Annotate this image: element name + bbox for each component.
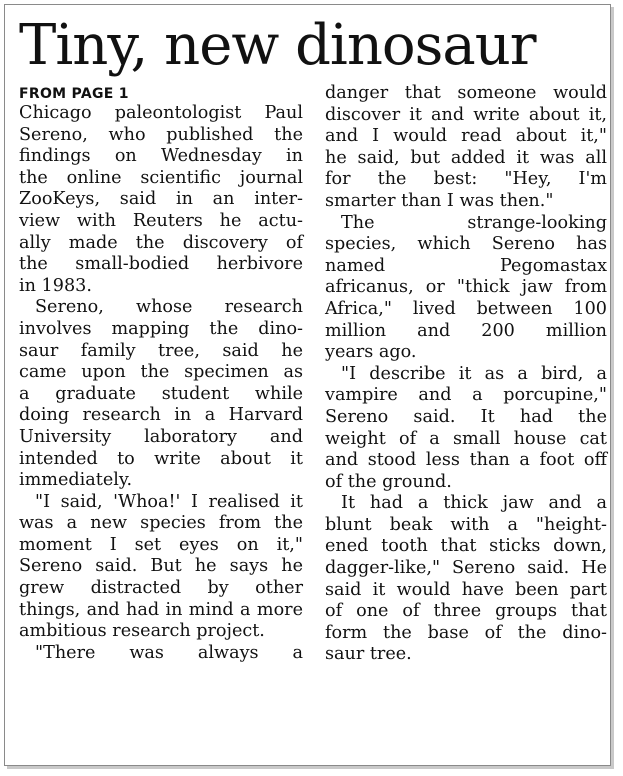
text-line: million and 200 million <box>325 320 607 341</box>
text-line: dagger-like," Sereno said. He <box>325 558 607 579</box>
text-line: in 1983. <box>19 275 92 296</box>
text-line: ambitious research project. <box>19 621 265 642</box>
text-line: ZooKeys, said in an inter- <box>19 189 303 210</box>
text-line: weight of a small house cat <box>325 428 607 449</box>
text-line: came upon the specimen as <box>19 362 303 383</box>
text-line: Sereno said. It had the <box>325 406 607 427</box>
text-line: blunt beak with a "height- <box>325 514 607 535</box>
text-line: was a new species from the <box>19 513 303 534</box>
text-line: danger that someone would <box>325 83 607 103</box>
text-line: view with Reuters he actu- <box>19 210 303 231</box>
newspaper-clipping <box>4 4 611 766</box>
text-line: form the base of the dino- <box>325 622 607 643</box>
text-line: doing research in a Harvard <box>19 405 303 426</box>
text-line: Sereno, who published the <box>19 124 303 145</box>
text-line: moment I set eyes on it," <box>19 534 303 555</box>
article-column-left <box>19 85 303 664</box>
text-line: species, which Sereno has <box>325 234 607 255</box>
text-line: he said, but added it was all <box>325 147 607 168</box>
text-line: Chicago paleontologist Paul <box>19 103 303 123</box>
text-line: smarter than I was then." <box>325 190 554 211</box>
text-line: discover it and write about it, <box>325 104 607 125</box>
text-line: of one of three groups that <box>325 601 607 622</box>
text-line: It had a thick jaw and a <box>341 493 607 514</box>
text-line: "There was always a <box>35 642 303 663</box>
text-line: the small-bodied herbivore <box>19 254 303 275</box>
text-line: for the best: "Hey, I'm <box>325 169 607 190</box>
text-line: and I would read about it," <box>325 126 607 147</box>
text-line: and stood less than a foot off <box>325 450 607 471</box>
headline: Tiny, new dinosaur <box>19 13 536 78</box>
text-line: "I describe it as a bird, a <box>341 363 607 384</box>
text-line: saur tree. <box>325 644 412 665</box>
text-line: findings on Wednesday in <box>19 146 303 167</box>
text-line: The strange-looking <box>341 212 607 233</box>
text-line: Sereno said. But he says he <box>19 556 303 577</box>
text-line: Sereno, whose research <box>35 297 303 318</box>
text-line: ened tooth that sticks down, <box>325 536 607 557</box>
text-line: said it would have been part <box>325 579 607 600</box>
article-column-right <box>325 83 607 666</box>
text-line: of the ground. <box>325 471 452 492</box>
text-line: named Pegomastax <box>325 255 607 276</box>
text-line: things, and had in mind a more <box>19 599 303 620</box>
text-line: saur family tree, said he <box>19 340 303 361</box>
text-line: immediately. <box>19 470 133 491</box>
text-line: involves mapping the dino- <box>19 318 303 339</box>
text-line: africanus, or "thick jaw from <box>325 277 607 298</box>
text-line: grew distracted by other <box>19 578 303 599</box>
text-line: vampire and a porcupine," <box>325 385 607 406</box>
text-line: University laboratory and <box>19 426 303 447</box>
text-line: intended to write about it <box>19 448 303 469</box>
text-line: Africa," lived between 100 <box>325 298 607 319</box>
text-line: years ago. <box>325 342 417 363</box>
text-line: the online scientific journal <box>19 167 303 188</box>
text-line: a graduate student while <box>19 383 303 404</box>
right-column-lines <box>325 83 607 666</box>
text-line: "I said, 'Whoa!' I realised it <box>35 491 303 512</box>
text-line: ally made the discovery of <box>19 232 303 253</box>
left-column-lines <box>19 103 303 664</box>
kicker: FROM PAGE 1 <box>19 86 129 102</box>
